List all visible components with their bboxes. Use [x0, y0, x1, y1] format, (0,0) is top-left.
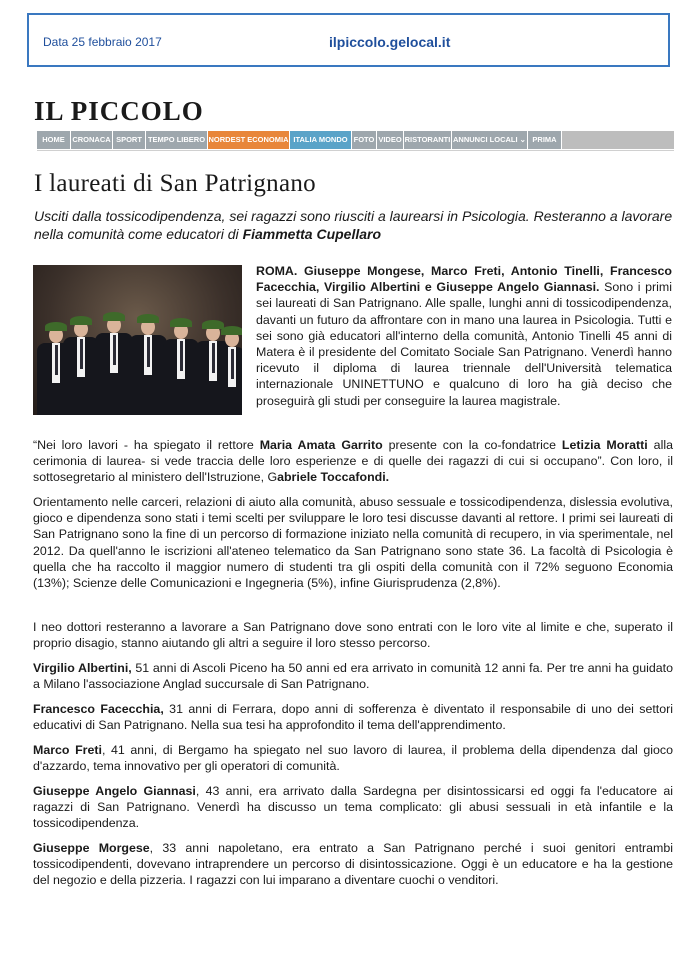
profile-text: , 41 anni, di Bergamo ha spiegato nel suo lavoro di laurea, il problema della dipendenza dal gioco d'azzardo, tema innovativo per gli operatori di comunità.	[33, 743, 673, 774]
profile-name: Francesco Facecchia,	[33, 702, 164, 716]
nav-item-nordest-economia[interactable]: NORDEST ECONOMIA	[208, 131, 290, 149]
themes-paragraph: Orientamento nelle carceri, relazioni di aiuto alla comunità, abuso sessuale e tossicodipendenza, dislessia evolutiva, gioco e dipendenza sono stati i temi scelti per sviluppare le loro tesi discusse davanti al rettore. I primi sei laureati di San Patrignano sono la fine di un percorso di formazione iniziato nella comunità di recupero, in via sperimentale, nel 2012. Da quell'anno le iscrizioni all'ateneo telematico da San Patrignano sono state 36. La facoltà di Psicologia è quella che ha raccolto il maggior numero di studenti tra gli ospiti della comunità con il 72% seguono Economia (13%); Scienze delle Comunicazioni e Ingegneria (5%), infine Giurisprudenza (2,8%).	[33, 495, 673, 591]
nav-item-sport[interactable]: SPORT	[113, 131, 146, 149]
profile-name: Virgilio Albertini,	[33, 661, 132, 675]
press-header	[27, 13, 670, 67]
undersecretary-name: abriele Toccafondi.	[277, 470, 390, 485]
nav-item-cronaca[interactable]: CRONACA	[71, 131, 113, 149]
future-paragraph: I neo dottori resteranno a lavorare a San Patrignano dove sono entrati con le loro vite al limite e che, superato il proprio disagio, stanno aiutando gli altri a seguire il loro stesso percorso.	[33, 620, 673, 651]
graduate-figure	[63, 321, 99, 415]
publication-date: Data 25 febbraio 2017	[43, 35, 162, 49]
profile-name: Giuseppe Angelo Giannasi	[33, 784, 196, 798]
nav-item-foto[interactable]: FOTO	[352, 131, 377, 149]
graduate-figure	[163, 323, 199, 415]
profile-name: Giuseppe Morgese	[33, 841, 150, 855]
nav-divider	[37, 150, 674, 151]
nav-item-annunci-locali[interactable]: ANNUNCI LOCALI ⌄	[452, 131, 528, 149]
article-title: I laureati di San Patrignano	[34, 170, 316, 197]
nav-item-italia-mondo[interactable]: ITALIA MONDO	[290, 131, 352, 149]
quote-paragraph	[33, 437, 673, 486]
profile-albertini	[33, 660, 673, 692]
chevron-down-icon: ⌄	[517, 135, 526, 144]
newspaper-logo[interactable]: IL PICCOLO	[34, 96, 204, 126]
main-nav	[37, 131, 674, 149]
nav-item-tempo-libero[interactable]: TEMPO LIBERO	[146, 131, 208, 149]
profile-text: 31 anni di Ferrara, dopo anni di sofferenza è diventato il responsabile di uno dei settori educativi di San Patrignano. Nella sua tesi ha approfondito il tema dell'apprendimento.	[33, 702, 673, 733]
graduate-figure	[219, 331, 242, 415]
nav-item-home[interactable]: HOME	[37, 131, 71, 149]
cofounder-name: Letizia Moratti	[561, 438, 648, 452]
lead-paragraph	[256, 263, 672, 409]
lead-text: Sono i primi sei laureati di San Patrignano. Alle spalle, lunghi anni di tossicodipendenza, davanti un futuro da affrontare con in mano una laurea in Psicologia. Tutti e sei sono già educatori all'interno della comunità, Antonio Tinelli 45 anni di Matera è il presidente del Comitato Sociale San Patrignano. Venerdì hanno ricevuto il diploma di laurea triennale dell'Università telematica internazionale UNINETTUNO e qualcuno di loro ha già deciso che proseguirà gli studi per conseguire la laurea magistrale.	[256, 280, 672, 408]
nav-item-ristoranti[interactable]: RISTORANTI	[404, 131, 452, 149]
quote-text-2: presente con la co-fondatrice	[382, 438, 562, 452]
nav-item-video[interactable]: VIDEO	[377, 131, 404, 149]
profile-facecchia	[33, 701, 673, 733]
profile-freti	[33, 742, 673, 774]
rector-name: Maria Amata Garrito	[259, 438, 383, 452]
graduates-photo	[33, 265, 242, 415]
quote-text-1: “Nei loro lavori - ha spiegato il rettore	[33, 438, 260, 452]
profile-text: , 43 anni, era arrivato dalla Sardegna per disintossicarsi ed oggi fa l'educatore ai ragazzi di San Patrignano. Venerdì ha discusso un tema complicato: gli abusi sessuali in età infantile e la tossicodipendenza.	[33, 784, 673, 831]
article-subtitle	[34, 207, 674, 243]
article-author: Fiammetta Cupellaro	[242, 226, 382, 242]
nav-item-prima[interactable]: PRIMA	[528, 131, 562, 149]
source-site[interactable]: ilpiccolo.gelocal.it	[329, 34, 451, 50]
profile-text: 51 anni di Ascoli Piceno ha 50 anni ed era arrivato in comunità 12 anni fa. Per tre anni ha guidato a Milano l'associazione Anglad succursale di San Patrignano.	[33, 661, 674, 692]
graduate-figure	[129, 319, 167, 415]
graduate-figure	[95, 317, 133, 415]
profile-morgese	[33, 840, 673, 889]
profile-name: Marco Freti	[33, 743, 102, 757]
profile-giannasi	[33, 783, 673, 832]
lead-names: ROMA. Giuseppe Mongese, Marco Freti, Antonio Tinelli, Francesco Facecchia, Virgilio Albertini e Giuseppe Angelo Giannasi.	[256, 264, 672, 295]
profile-text: , 33 anni napoletano, era entrato a San Patrignano perché i suoi genitori entrambi tossicodipendenti, dovevano intraprendere un percorso di disintossicazione. Oggi è un educatore e ha la gestione del negozio e della pizzeria. I ragazzi con lui imparano a diventare cuochi o venditori.	[33, 841, 673, 888]
quote-text-3: alla cerimonia di laurea- si vede traccia delle loro esperienze e di quelle dei ragazzi di cui si occupano”. Con loro, il sottosegretario al ministero dell'Istruzione, G	[33, 438, 673, 485]
subtitle-text: Usciti dalla tossicodipendenza, sei ragazzi sono riusciti a laurearsi in Psicologia. Resteranno a lavorare nella comunità come educatori di	[34, 208, 673, 242]
